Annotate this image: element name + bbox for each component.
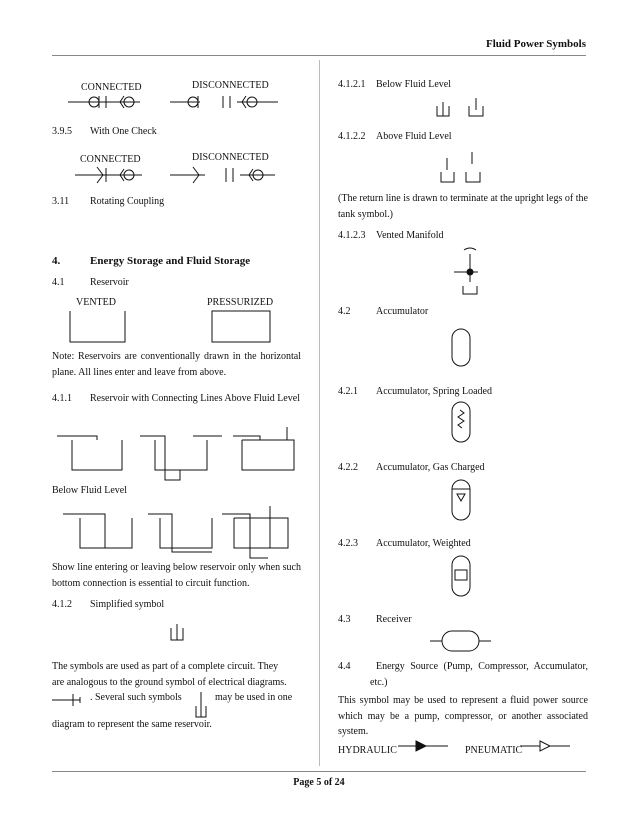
section-4-1-2-2: 4.1.2.2 Above Fluid Level xyxy=(338,131,452,142)
section-3-9-5: 3.9.5 With One Check xyxy=(52,126,157,137)
page-number: Page 5 of 24 xyxy=(293,777,345,788)
section-4-1-2-3: 4.1.2.3 Vented Manifold xyxy=(338,230,444,241)
connected-label: CONNECTED xyxy=(81,82,142,93)
section-4-4: 4.4 Energy Source (Pump, Compressor, Accumulator, etc.) xyxy=(338,661,588,688)
symbols-paragraph: The symbols are used as part of a complete circuit. They are analogous to the ground symbol of electrical diagrams. . Several such symbols may be used in one diagram to represent the same reservoir. xyxy=(52,661,293,730)
energy-source-note: This symbol may be used to represent a fluid power source which may be a pump, compressor, or another associated system. xyxy=(338,695,588,737)
connected-label-2: CONNECTED xyxy=(80,154,141,165)
section-4-2: 4.2 Accumulator xyxy=(338,306,429,317)
section-4-heading: 4. Energy Storage and Fluid Storage xyxy=(52,255,251,267)
section-3-11: 3.11 Rotating Coupling xyxy=(52,196,165,207)
vented-label: VENTED xyxy=(76,297,116,308)
running-header: Fluid Power Symbols xyxy=(485,38,586,50)
section-4-1-1: 4.1.1 Reservoir with Connecting Lines Above Fluid Level xyxy=(52,393,300,404)
section-4-2-3: 4.2.3 Accumulator, Weighted xyxy=(338,538,471,549)
section-4-1: 4.1 Reservoir xyxy=(52,277,129,288)
section-4-2-2: 4.2.2 Accumulator, Gas Charged xyxy=(338,462,485,473)
section-4-1-2-1: 4.1.2.1 Below Fluid Level xyxy=(338,79,451,90)
footer-rule xyxy=(52,771,586,772)
pneumatic-label: PNEUMATIC xyxy=(465,745,523,756)
section-4-2-1: 4.2.1 Accumulator, Spring Loaded xyxy=(338,386,492,397)
section-4-1-2: 4.1.2 Simplified symbol xyxy=(52,599,165,610)
disconnected-label: DISCONNECTED xyxy=(192,80,269,91)
section-4-3: 4.3 Receiver xyxy=(338,614,412,625)
return-line-note: (The return line is drawn to terminate at the upright legs of the tank symbol.) xyxy=(338,193,588,220)
disconnected-label-2: DISCONNECTED xyxy=(192,152,269,163)
below-fluid-level-label: Below Fluid Level xyxy=(52,485,127,496)
hydraulic-label: HYDRAULIC xyxy=(338,745,397,756)
reservoir-note: Note: Reservoirs are conventionally drawn in the horizontal plane. All lines enter and leave from above. xyxy=(52,351,301,378)
show-line-note: Show line entering or leaving below reservoir only when such bottom connection is essential to circuit function. xyxy=(52,562,301,589)
pressurized-label: PRESSURIZED xyxy=(207,297,274,308)
